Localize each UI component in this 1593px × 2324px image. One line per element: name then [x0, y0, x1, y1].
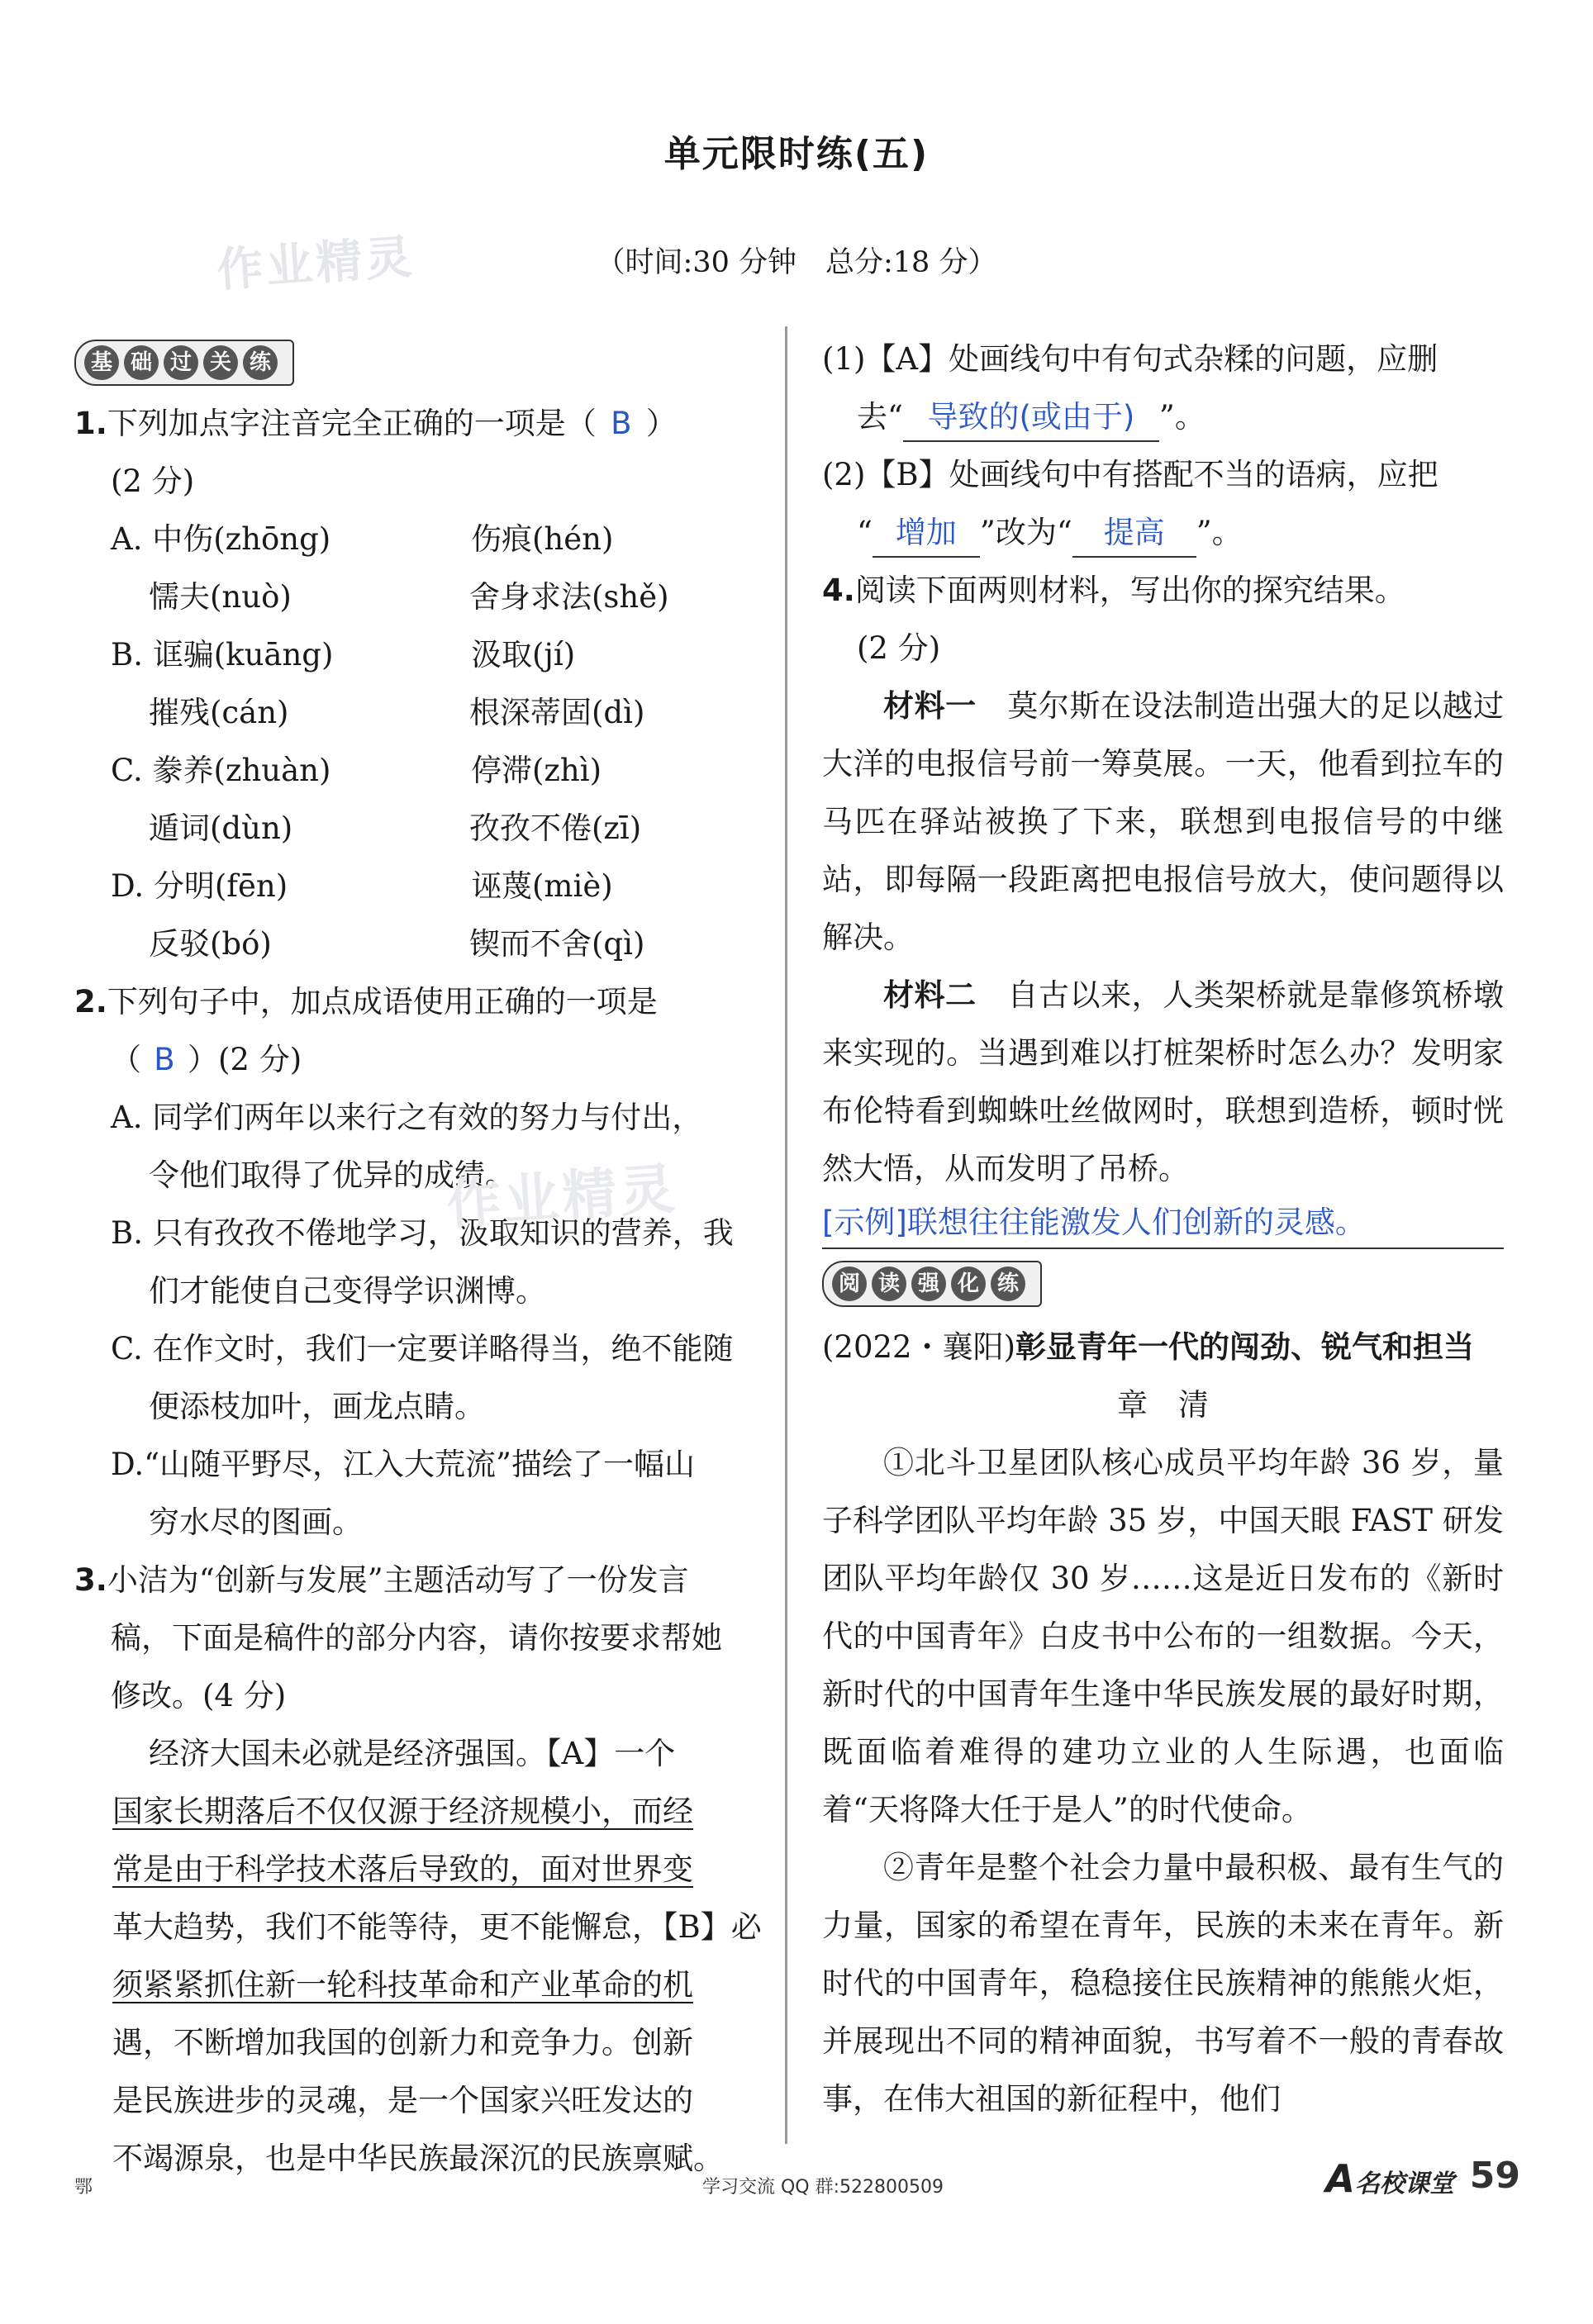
- q2-option: B. 只有孜孜不倦地学习，汲取知识的营养，我: [111, 1215, 734, 1251]
- q2-stem: 2.下列句子中，加点成语使用正确的一项是: [74, 984, 658, 1019]
- q1-option: B. 诓骗(kuāng) 汲取(jí): [111, 637, 576, 672]
- q3-passage-line: 是民族进步的灵魂，是一个国家兴旺发达的: [112, 2083, 693, 2118]
- q1-option: 懦夫(nuò) 舍身求法(shě): [149, 579, 669, 615]
- q2-option: C. 在作文时，我们一定要详略得当，绝不能随: [111, 1331, 734, 1366]
- article-author: 章 清: [1117, 1387, 1209, 1423]
- q3-passage-line: 经济大国未必就是经济强国。【A】一个: [149, 1736, 676, 1771]
- left-column: 基 础 过 关 练 1.下列加点字注音完全正确的一项是（ B ） (2 分) A. 中伤(zhōng) 伤痕(hén) 懦夫(nuò) 舍身求法(shě) B. 诓骗(kuāng) 汲取(jí) 摧残(cán) 根深蒂固(dì) C. 豢养(zhuàn) 停滞(zhì) 遁词(dùn) 孜孜不倦(zī) D. 分明(fēn) 诬蔑(miè) 反驳(bó) 锲而不舍(qì) 2.下列句子中，加点成语使用正确的一项是 （ B ）(2 分) A. 同学们两年以来行之有效的努力与付出， 令他们取得了优异的成绩。 B. 只有孜孜不倦地学习，汲取知识的营养，我 们才能使自己变得学识渊博。 C. 在作文时，我们一定要详略得当，绝不能随 便添枝加叶，画龙点睛。 D.“山随平野尽，江入大荒流”描绘了一幅山 穷水尽的图画。 3.小洁为“创新与发展”主题活动写了一份发言 稿，下面是稿件的部分内容，请你按要求帮她 修改。(4 分) 经济大国未必就是经济强国。【A】一个 国家长期落后不仅仅源于经济规模小，而经 常是由于科学技术落后导致的，面对世界变 革大趋势，我们不能等待，更不能懈怠，【B】必 须紧紧抓住新一轮科技革命和产业革命的机 遇，不断增加我国的创新力和竞争力。创新 是民族进步的灵魂，是一个国家兴旺发达的 不竭源泉，也是中华民族最深沉的民族禀赋。: [74, 330, 760, 2188]
- q3-passage-line: 须紧紧抓住新一轮科技革命和产业革命的机: [112, 1967, 693, 2003]
- article-title: 彰显青年一代的闯劲、锐气和担当: [1015, 1329, 1475, 1365]
- q2-answer: B: [154, 1042, 175, 1077]
- q2-option: A. 同学们两年以来行之有效的努力与付出，: [111, 1100, 703, 1135]
- q3-sub2-answer1: 增加: [873, 510, 980, 558]
- section-tag-reading: 阅 读 强 化 练: [822, 1249, 1504, 1319]
- q4-stem: 4.阅读下面两则材料，写出你的探究结果。: [822, 573, 1405, 608]
- q3-passage-line: 常是由于科学技术落后导致的，面对世界变: [112, 1851, 693, 1887]
- q3-passage-line: 革大趋势，我们不能等待，更不能懈怠，【B】必: [112, 1909, 762, 1945]
- q1-option: 反驳(bó) 锲而不舍(qì): [149, 926, 645, 962]
- qq-group: 学习交流 QQ 群:522800509: [702, 2177, 944, 2198]
- page-title: 单元限时练(五): [663, 133, 930, 175]
- q1-answer: B: [611, 406, 632, 441]
- right-column: (1)【A】处画线句中有句式杂糅的问题，应删 去“ 导致的(或由于) ”。 (2)【B】处画线句中有搭配不当的语病，应把 “ 增加 ”改为“ 提高 ”。 4.阅读下面两则材料，写出你的探究结果。 (2 分) 材料一 莫尔斯在设法制造出强大的足以越过大洋的电报信号前一筹莫展。一天，他看到拉车的马匹在驿站被换了下来，联想到电报信号的中继站，即每隔一段距离把电报信号放大，使问题得以解决。 材料二 自古以来，人类架桥就是靠修筑桥墩来实现的。当遇到难以打桩架桥时怎么办？发明家布伦特看到蜘蛛吐丝做网时，联想到造桥，顿时恍然大悟，从而发明了吊桥。 [示例]联想往往能激发人们创新的灵感。 阅 读 强 化 练 (2022・襄阳)彰显青年一代的闯劲、锐气和担当 章 清 ①北斗卫星团队核心成员平均年龄 36 岁，量子科学团队平均年龄 35 岁，中国天眼 FAST 研发团队平均年龄仅 30 岁……这是近日发布的《新时代的中国青年》白皮书中公布的一组数据。今天，新时代的中国青年生逢中华民族发展的最好时期，既面临着难得的建功立业的人生际遇，也面临着“天将降大任于是人”的时代使命。 ②青年是整个社会力量中最积极、最有生气的力量，国家的希望在青年，民族的未来在青年。新时代的中国青年，稳稳接住民族精神的熊熊火炬，并展现出不同的精神面貌，书写着不一般的青春故事，在伟大祖国的新征程中，他们: [822, 330, 1504, 2128]
- article-header: (2022・襄阳)彰显青年一代的闯劲、锐气和担当: [822, 1329, 1475, 1365]
- q3-passage-line: 国家长期落后不仅仅源于经济规模小，而经: [112, 1794, 693, 1829]
- q1-option: A. 中伤(zhōng) 伤痕(hén): [111, 521, 614, 557]
- watermark: 作业精灵: [215, 230, 417, 298]
- q4-material-1: 材料一 莫尔斯在设法制造出强大的足以越过大洋的电报信号前一筹莫展。一天，他看到拉车的马匹在驿站被换了下来，联想到电报信号的中继站，即每隔一段距离把电报信号放大，使问题得以解决。: [822, 688, 1505, 955]
- brand-logo: A名校课堂: [1325, 2156, 1454, 2201]
- q1-option: 遁词(dùn) 孜孜不倦(zī): [149, 810, 642, 846]
- q4-answer: [示例]联想往往能激发人们创新的灵感。: [822, 1198, 1504, 1249]
- watermark: 作业精灵: [445, 1157, 680, 1237]
- article-paragraph-2: ②青年是整个社会力量中最积极、最有生气的力量，国家的希望在青年，民族的未来在青年。新时代的中国青年，稳稳接住民族精神的熊熊火炬，并展现出不同的精神面貌，书写着不一般的青春故事，在伟大祖国的新征程中，他们: [822, 1850, 1504, 2117]
- q3-passage-line: 不竭源泉，也是中华民族最深沉的民族禀赋。: [112, 2141, 724, 2176]
- q2-option: 穷水尽的图画。: [149, 1504, 363, 1540]
- q1-option: C. 豢养(zhuàn) 停滞(zhì): [111, 753, 602, 788]
- section-tag-basic: 基 础 过 关 练: [74, 330, 760, 395]
- time-score-info: （时间:30 分钟 总分:18 分）: [596, 246, 997, 279]
- q2-option: D.“山随平野尽，江入大荒流”描绘了一幅山: [111, 1447, 695, 1482]
- q4-material-2: 材料二 自古以来，人类架桥就是靠修筑桥墩来实现的。当遇到难以打桩架桥时怎么办？发明家布伦特看到蜘蛛吐丝做网时，联想到造桥，顿时恍然大悟，从而发明了吊桥。: [822, 977, 1505, 1186]
- q1-option: 摧残(cán) 根深蒂固(dì): [149, 695, 645, 730]
- q3-sub1-answer: 导致的(或由于): [903, 394, 1159, 442]
- q3-sub2-answer2: 提高: [1072, 510, 1196, 558]
- article-paragraph-1: ①北斗卫星团队核心成员平均年龄 36 岁，量子科学团队平均年龄 35 岁，中国天眼 FAST 研发团队平均年龄仅 30 岁……这是近日发布的《新时代的中国青年》白皮书中公布的一组数据。今天，新时代的中国青年生逢中华民族发展的最好时期，既面临着难得的建功立业的人生际遇，也面临着“天将降大任于是人”的时代使命。: [822, 1445, 1504, 1827]
- q3-sub1: (1)【A】处画线句中有句式杂糅的问题，应删: [822, 341, 1438, 377]
- q2-option: 便添枝加叶，画龙点睛。: [149, 1389, 485, 1424]
- column-divider: [785, 326, 787, 2144]
- q2-option: 令他们取得了优异的成绩。: [149, 1157, 516, 1193]
- page-number: 59: [1469, 2155, 1520, 2197]
- q3-sub2: (2)【B】处画线句中有搭配不当的语病，应把: [822, 457, 1438, 492]
- q1-option: D. 分明(fēn) 诬蔑(miè): [111, 868, 613, 904]
- region-mark: 鄂: [74, 2177, 93, 2198]
- q3-stem: 3.小洁为“创新与发展”主题活动写了一份发言: [74, 1562, 689, 1598]
- q2-option: 们才能使自己变得学识渊博。: [149, 1273, 546, 1309]
- q1-stem: 1.下列加点字注音完全正确的一项是（ B ）: [74, 395, 760, 453]
- q3-passage-line: 遇，不断增加我国的创新力和竞争力。创新: [112, 2025, 693, 2060]
